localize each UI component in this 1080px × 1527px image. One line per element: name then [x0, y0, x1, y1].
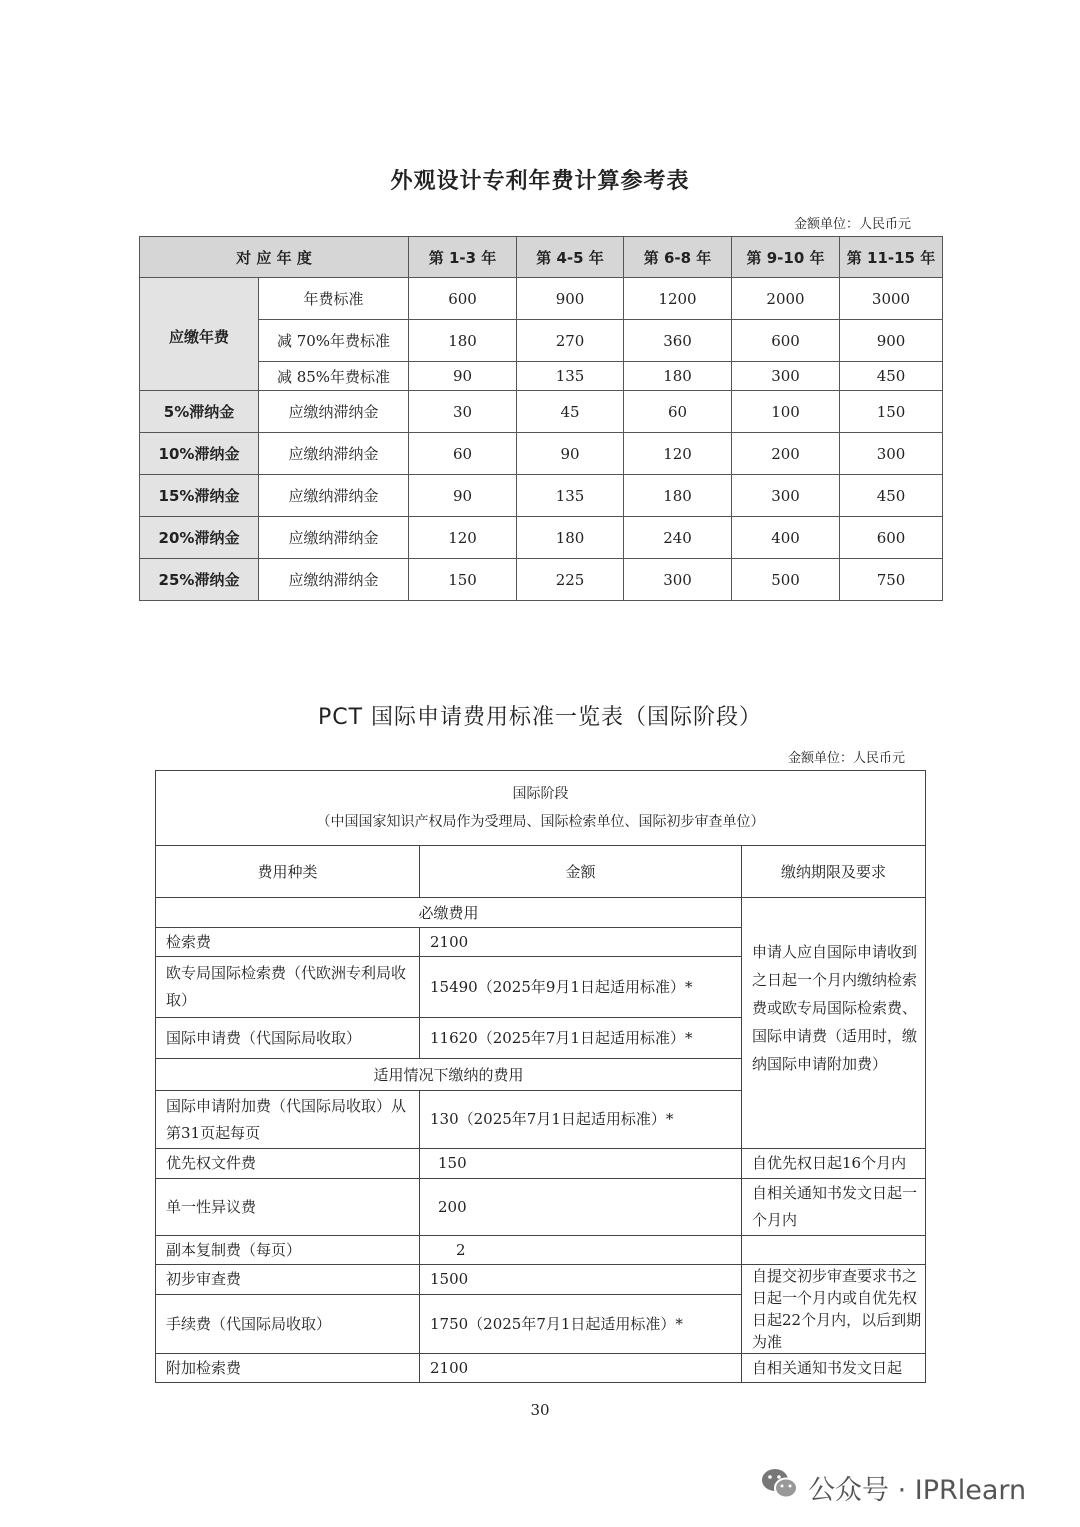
fee-value: 180 [624, 475, 732, 517]
fee-name: 欧专局国际检索费（代欧洲专利局收取） [156, 957, 420, 1018]
row-group-label: 25%滞纳金 [140, 559, 259, 601]
fee-amount: 2100 [420, 1354, 742, 1383]
fee-amount: 11620（2025年7月1日起适用标准）* [420, 1018, 742, 1059]
row-label: 减 85%年费标准 [259, 362, 409, 391]
row-group-label: 20%滞纳金 [140, 517, 259, 559]
fee-name: 手续费（代国际局收取） [156, 1295, 420, 1354]
fee-value: 240 [624, 517, 732, 559]
col-header-type: 费用种类 [156, 846, 420, 898]
fee-value: 180 [517, 517, 624, 559]
table-row [140, 391, 943, 433]
fee-value: 135 [517, 475, 624, 517]
row-label: 应缴纳滞纳金 [259, 517, 409, 559]
stage-note: （中国国家知识产权局作为受理局、国际检索单位、国际初步审查单位） [316, 814, 765, 830]
fee-value: 900 [517, 278, 624, 320]
section-required: 必缴费用 [156, 898, 742, 928]
fee-value: 30 [409, 391, 517, 433]
row-label: 减 70%年费标准 [259, 320, 409, 362]
fee-value: 120 [624, 433, 732, 475]
fee-value: 150 [409, 559, 517, 601]
column-header: 第 9-10 年 [732, 237, 840, 278]
fee-value: 500 [732, 559, 840, 601]
fee-value: 300 [732, 362, 840, 391]
fee-deadline [742, 1236, 926, 1265]
pct-fee-table [155, 770, 926, 1383]
fee-name: 副本复制费（每页） [156, 1236, 420, 1265]
table-row [156, 1149, 926, 1179]
fee-value: 120 [409, 517, 517, 559]
column-header: 第 1-3 年 [409, 237, 517, 278]
column-header: 对 应 年 度 [140, 237, 409, 278]
table-row [140, 517, 943, 559]
table-row [140, 320, 943, 362]
fee-name: 国际申请附加费（代国际局收取）从第31页起每页 [156, 1091, 420, 1149]
fee-value: 400 [732, 517, 840, 559]
fee-name: 初步审查费 [156, 1265, 420, 1295]
fee-value: 600 [840, 517, 943, 559]
fee-value: 750 [840, 559, 943, 601]
fee-amount: 150 [420, 1149, 742, 1179]
fee-value: 60 [409, 433, 517, 475]
fee-deadline: 自相关通知书发文日起一个月内 [742, 1179, 926, 1236]
fee-amount: 130（2025年7月1日起适用标准）* [420, 1091, 742, 1149]
row-label: 应缴纳滞纳金 [259, 559, 409, 601]
page-number: 30 [530, 1401, 550, 1419]
fee-name: 检索费 [156, 928, 420, 957]
fee-value: 180 [624, 362, 732, 391]
stage-header-row [156, 771, 926, 846]
watermark-text: 公众号 · IPRlearn [808, 1475, 1027, 1506]
fee-name: 国际申请费（代国际局收取） [156, 1018, 420, 1059]
fee-amount: 1750（2025年7月1日起适用标准）* [420, 1295, 742, 1354]
column-header: 第 11-15 年 [840, 237, 943, 278]
row-label: 应缴纳滞纳金 [259, 475, 409, 517]
fee-value: 450 [840, 475, 943, 517]
fee-value: 60 [624, 391, 732, 433]
fee-value: 300 [840, 433, 943, 475]
table-row [140, 559, 943, 601]
table-row [140, 362, 943, 391]
table2-unit: 金额单位：人民币元 [788, 751, 906, 766]
table1-unit: 金额单位：人民币元 [794, 217, 912, 232]
table1-title: 外观设计专利年费计算参考表 [390, 168, 690, 194]
column-header: 第 4-5 年 [517, 237, 624, 278]
fee-amount: 1500 [420, 1265, 742, 1295]
fee-name: 优先权文件费 [156, 1149, 420, 1179]
row-label: 应缴纳滞纳金 [259, 433, 409, 475]
annual-fee-table [139, 236, 943, 601]
col-header-amount: 金额 [420, 846, 742, 898]
fee-value: 100 [732, 391, 840, 433]
fee-value: 45 [517, 391, 624, 433]
stage-label: 国际阶段 [512, 786, 569, 802]
column-header: 第 6-8 年 [624, 237, 732, 278]
watermark [760, 1467, 1026, 1508]
fee-value: 300 [624, 559, 732, 601]
fee-value: 200 [732, 433, 840, 475]
fee-value: 900 [840, 320, 943, 362]
fee-value: 3000 [840, 278, 943, 320]
section-optional: 适用情况下缴纳的费用 [156, 1059, 742, 1091]
fee-deadline: 自提交初步审查要求书之日起一个月内或自优先权日起22个月内，以后到期为准 [742, 1265, 926, 1354]
table-row [140, 433, 943, 475]
fee-deadline: 自相关通知书发文日起 [742, 1354, 926, 1383]
fee-value: 90 [409, 362, 517, 391]
fee-value: 135 [517, 362, 624, 391]
row-label: 应缴纳滞纳金 [259, 391, 409, 433]
fee-value: 270 [517, 320, 624, 362]
table-row [140, 475, 943, 517]
fee-amount: 2 [420, 1236, 742, 1265]
stage-header [156, 771, 926, 846]
row-group-label: 5%滞纳金 [140, 391, 259, 433]
fee-value: 180 [409, 320, 517, 362]
table-row [140, 278, 943, 320]
fee-value: 300 [732, 475, 840, 517]
fee-value: 360 [624, 320, 732, 362]
row-group-label: 应缴年费 [140, 278, 259, 391]
fee-value: 90 [517, 433, 624, 475]
wechat-icon [760, 1467, 800, 1508]
fee-value: 1200 [624, 278, 732, 320]
fee-value: 225 [517, 559, 624, 601]
fee-name: 附加检索费 [156, 1354, 420, 1383]
row-label: 年费标准 [259, 278, 409, 320]
fee-value: 450 [840, 362, 943, 391]
column-header-row [156, 846, 926, 898]
table-row [156, 1236, 926, 1265]
required-deadline: 申请人应自国际申请收到之日起一个月内缴纳检索费或欧专局国际检索费、国际申请费（适用时，缴纳国际申请附加费） [742, 898, 926, 1149]
fee-amount: 200 [420, 1179, 742, 1236]
col-header-deadline: 缴纳期限及要求 [742, 846, 926, 898]
fee-value: 600 [409, 278, 517, 320]
fee-value: 600 [732, 320, 840, 362]
row-group-label: 15%滞纳金 [140, 475, 259, 517]
fee-value: 90 [409, 475, 517, 517]
table-row [156, 1265, 926, 1295]
table-row [156, 1354, 926, 1383]
table-row [156, 1179, 926, 1236]
table-header-row [140, 237, 943, 278]
fee-amount: 2100 [420, 928, 742, 957]
table2-title: PCT 国际申请费用标准一览表（国际阶段） [317, 705, 763, 730]
row-group-label: 10%滞纳金 [140, 433, 259, 475]
fee-value: 2000 [732, 278, 840, 320]
fee-value: 150 [840, 391, 943, 433]
fee-deadline: 自优先权日起16个月内 [742, 1149, 926, 1179]
fee-name: 单一性异议费 [156, 1179, 420, 1236]
fee-amount: 15490（2025年9月1日起适用标准）* [420, 957, 742, 1018]
